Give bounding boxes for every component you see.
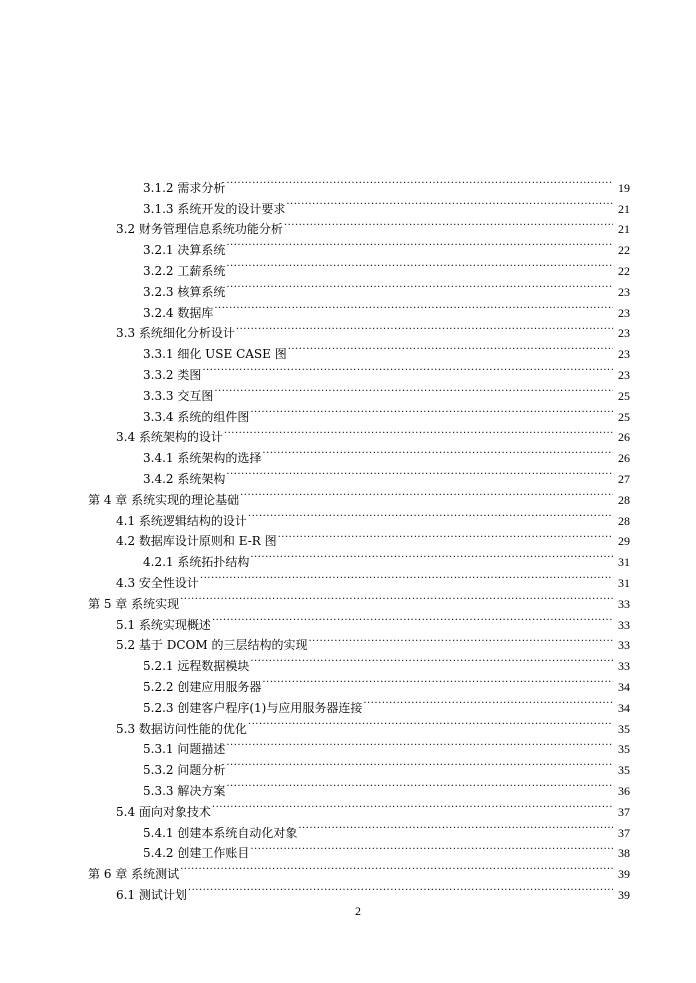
dot-leader <box>262 670 613 691</box>
toc-entry-page: 37 <box>613 802 630 823</box>
toc-entry[interactable] <box>0 857 696 882</box>
toc-entry-page: 39 <box>613 885 630 906</box>
toc-entry-page: 34 <box>613 698 630 719</box>
toc-entry-page: 33 <box>613 635 630 656</box>
toc-entry[interactable] <box>0 213 696 237</box>
dot-leader <box>236 317 613 338</box>
dot-leader <box>188 878 613 899</box>
toc-entry-page: 33 <box>613 656 630 677</box>
toc-entry-page: 27 <box>613 469 630 490</box>
dot-leader <box>248 504 613 525</box>
dot-leader <box>212 608 613 629</box>
dot-leader <box>248 712 613 733</box>
toc-entry[interactable] <box>0 816 696 840</box>
dot-leader <box>226 171 613 192</box>
toc-entry-page: 25 <box>613 386 630 407</box>
toc-entry-page: 26 <box>613 427 630 448</box>
toc-entry-title: 3.3.4 系统的组件图 <box>143 407 250 428</box>
dot-leader <box>363 691 613 712</box>
dot-leader <box>226 462 613 483</box>
toc-entry[interactable] <box>0 608 696 632</box>
toc-entry-title: 5.2 基于 DCOM 的三层结构的实现 <box>116 635 308 656</box>
toc-entry-title: 3.2.2 工薪系统 <box>143 261 226 282</box>
toc-entry-page: 38 <box>613 843 630 864</box>
toc-entry-title: 3.1.2 需求分析 <box>143 178 226 199</box>
toc-entry[interactable] <box>0 629 696 653</box>
toc-entry-title: 5.3.1 问题描述 <box>143 739 226 760</box>
toc-entry-page: 39 <box>613 864 630 885</box>
toc-entry-page: 22 <box>613 240 630 261</box>
toc-entry-title: 4.3 安全性设计 <box>116 573 200 594</box>
toc-entry-page: 34 <box>613 677 630 698</box>
dot-leader <box>262 441 613 462</box>
dot-leader <box>284 213 613 234</box>
toc-entry-page: 35 <box>613 719 630 740</box>
dot-leader <box>250 837 613 858</box>
toc-entry[interactable] <box>0 566 696 590</box>
toc-entry[interactable] <box>0 337 696 362</box>
dot-leader <box>202 358 613 379</box>
toc-entry-page: 31 <box>613 552 630 573</box>
toc-entry[interactable] <box>0 296 696 320</box>
toc-entry[interactable] <box>0 358 696 382</box>
toc-entry-page: 23 <box>613 282 630 303</box>
dot-leader <box>180 857 613 878</box>
toc-entry-title: 第 4 章 系统实现的理论基础 <box>88 490 240 511</box>
toc-entry-page: 29 <box>613 531 630 552</box>
toc-entry[interactable] <box>0 462 696 486</box>
toc-entry-page: 37 <box>613 823 630 844</box>
toc-entry-page: 36 <box>613 781 630 802</box>
toc-entry-page: 22 <box>613 261 630 282</box>
toc-entry[interactable] <box>0 587 696 611</box>
toc-entry[interactable] <box>0 649 696 674</box>
toc-entry-title: 3.2.4 数据库 <box>143 303 214 324</box>
toc-entry-page: 23 <box>613 344 630 365</box>
toc-entry-title: 3.2.1 决算系统 <box>143 240 226 261</box>
toc-entry-page: 26 <box>613 448 630 469</box>
dot-leader <box>240 483 613 504</box>
toc-entry-title: 6.1 测试计划 <box>116 885 188 906</box>
toc-entry[interactable] <box>0 795 696 819</box>
toc-entry[interactable] <box>0 753 696 778</box>
toc-entry-title: 5.3.2 问题分析 <box>143 760 226 781</box>
dot-leader <box>226 233 613 254</box>
toc-entry-page: 23 <box>613 365 630 386</box>
dot-leader <box>308 629 613 650</box>
toc-entry-title: 第 5 章 系统实现 <box>88 594 180 615</box>
page-number: 2 <box>355 904 361 918</box>
toc-entry-title: 3.3.3 交互图 <box>143 386 214 407</box>
table-of-contents <box>0 171 696 902</box>
dot-leader <box>226 733 613 754</box>
dot-leader <box>286 192 613 213</box>
dot-leader <box>288 337 613 358</box>
toc-entry-page: 23 <box>613 323 630 344</box>
toc-entry-title: 3.3.1 细化 USE CASE 图 <box>143 344 288 365</box>
toc-entry-title: 3.4.1 系统架构的选择 <box>143 448 262 469</box>
toc-entry-page: 23 <box>613 303 630 324</box>
toc-entry[interactable] <box>0 421 696 445</box>
dot-leader <box>226 753 613 774</box>
dot-leader <box>250 400 613 421</box>
toc-entry[interactable] <box>0 441 696 466</box>
toc-entry[interactable] <box>0 525 696 549</box>
toc-entry[interactable] <box>0 483 696 507</box>
toc-entry[interactable] <box>0 254 696 278</box>
toc-entry-title: 5.2.2 创建应用服务器 <box>143 677 262 698</box>
toc-entry[interactable] <box>0 774 696 798</box>
toc-entry-page: 21 <box>613 219 630 240</box>
toc-entry-title: 4.1 系统逻辑结构的设计 <box>116 511 248 532</box>
dot-leader <box>214 296 613 317</box>
toc-entry-title: 5.4.1 创建本系统自动化对象 <box>143 823 298 844</box>
toc-entry-title: 5.2.1 远程数据模块 <box>143 656 250 677</box>
toc-entry-page: 33 <box>613 594 630 615</box>
toc-entry-title: 5.2.3 创建客户程序(1)与应用服务器连接 <box>143 698 363 719</box>
toc-entry-page: 35 <box>613 739 630 760</box>
toc-entry-title: 5.3.3 解决方案 <box>143 781 226 802</box>
toc-entry-page: 25 <box>613 407 630 428</box>
dot-leader <box>226 774 613 795</box>
toc-entry-title: 5.1 系统实现概述 <box>116 615 212 636</box>
toc-entry-page: 21 <box>613 199 630 220</box>
dot-leader <box>214 379 613 400</box>
toc-entry-title: 3.2.3 核算系统 <box>143 282 226 303</box>
toc-entry-title: 第 6 章 系统测试 <box>88 864 180 885</box>
toc-entry[interactable] <box>0 878 696 902</box>
toc-entry-title: 3.1.3 系统开发的设计要求 <box>143 199 286 220</box>
toc-entry[interactable] <box>0 171 696 195</box>
dot-leader <box>278 525 613 546</box>
toc-entry[interactable] <box>0 712 696 736</box>
toc-entry-page: 31 <box>613 573 630 594</box>
dot-leader <box>226 254 613 275</box>
toc-entry[interactable] <box>0 691 696 715</box>
toc-entry[interactable] <box>0 837 696 861</box>
toc-entry-title: 3.3.2 类图 <box>143 365 202 386</box>
toc-entry[interactable] <box>0 233 696 258</box>
toc-entry[interactable] <box>0 379 696 403</box>
dot-leader <box>212 795 613 816</box>
dot-leader <box>200 566 613 587</box>
toc-entry-page: 35 <box>613 760 630 781</box>
toc-entry[interactable] <box>0 545 696 570</box>
toc-entry[interactable] <box>0 504 696 528</box>
toc-entry-title: 5.4.2 创建工作账目 <box>143 843 250 864</box>
toc-entry-title: 5.4 面向对象技术 <box>116 802 212 823</box>
toc-entry-page: 28 <box>613 511 630 532</box>
toc-entry-page: 19 <box>613 178 630 199</box>
dot-leader <box>226 275 613 296</box>
toc-entry-title: 4.2 数据库设计原则和 E-R 图 <box>116 531 278 552</box>
toc-entry-title: 3.4 系统架构的设计 <box>116 427 224 448</box>
dot-leader <box>180 587 613 608</box>
toc-entry-title: 3.2 财务管理信息系统功能分析 <box>116 219 284 240</box>
toc-entry[interactable] <box>0 275 696 299</box>
toc-entry[interactable] <box>0 733 696 757</box>
dot-leader <box>250 649 613 670</box>
toc-entry[interactable] <box>0 317 696 341</box>
toc-entry[interactable] <box>0 192 696 216</box>
toc-entry[interactable] <box>0 400 696 424</box>
toc-entry[interactable] <box>0 670 696 694</box>
toc-entry-title: 3.3 系统细化分析设计 <box>116 323 236 344</box>
dot-leader <box>224 421 613 442</box>
toc-entry-page: 33 <box>613 615 630 636</box>
dot-leader <box>298 816 613 837</box>
toc-entry-page: 28 <box>613 490 630 511</box>
dot-leader <box>250 545 613 566</box>
toc-entry-title: 4.2.1 系统拓扑结构 <box>143 552 250 573</box>
toc-entry-title: 5.3 数据访问性能的优化 <box>116 719 248 740</box>
toc-entry-title: 3.4.2 系统架构 <box>143 469 226 490</box>
